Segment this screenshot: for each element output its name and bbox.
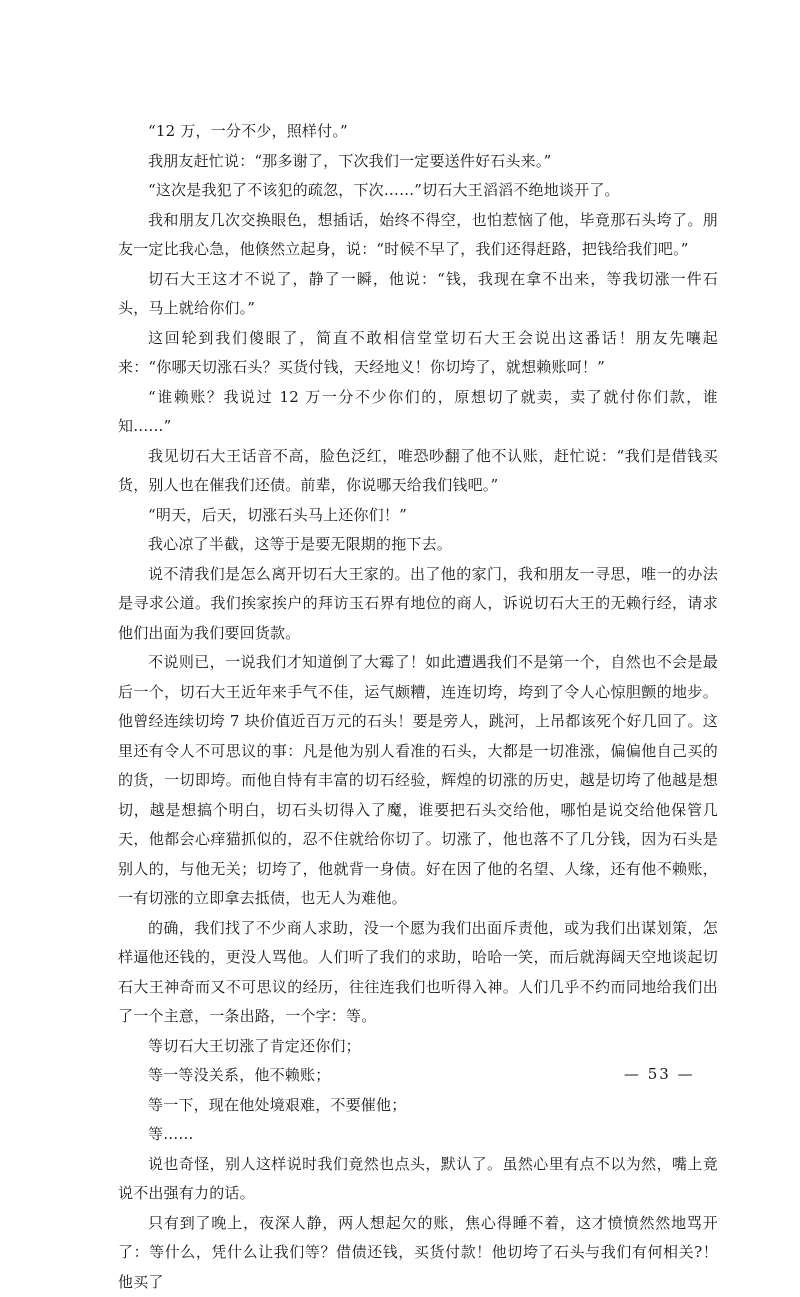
paragraph: 等一下，现在他处境艰难，不要催他； <box>118 1091 718 1121</box>
paragraph: 的确，我们找了不少商人求助，没一个愿为我们出面斥责他，或为我们出谋划策，怎样逼他还钱的，更没人骂他。人们听了我们的求助，哈哈一笑，而后就海阔天空地谈起切石大王神奇而又不可思议的经历，往往连我们也听得入神。人们几乎不约而同地给我们出了一个主意，一条出路，一个字：等。 <box>118 914 718 1032</box>
body-text <box>118 117 718 1297</box>
paragraph: 我心凉了半截，这等于是要无限期的拖下去。 <box>118 530 718 560</box>
page-number: — 53 — <box>624 1065 695 1083</box>
paragraph: “12 万，一分不少，照样付。” <box>118 117 718 147</box>
paragraph: 说不清我们是怎么离开切石大王家的。出了他的家门，我和朋友一寻思，唯一的办法是寻求公道。我们挨家挨户的拜访玉石界有地位的商人，诉说切石大王的无赖行经，请求他们出面为我们要回货款。 <box>118 560 718 649</box>
paragraph: 这回轮到我们傻眼了，简直不敢相信堂堂切石大王会说出这番话！朋友先嚷起来：“你哪天切涨石头？买货付钱，天经地义！你切垮了，就想赖账呵！” <box>118 324 718 383</box>
paragraph: 等一等没关系，他不赖账； <box>118 1061 718 1091</box>
paragraph: 等…… <box>118 1120 718 1150</box>
paragraph: 不说则已，一说我们才知道倒了大霉了！如此遭遇我们不是第一个，自然也不会是最后一个，切石大王近年来手气不佳，运气颇糟，连连切垮，垮到了令人心惊胆颤的地步。他曾经连续切垮 7 块价值近百万元的石头！要是旁人，跳河，上吊都该死个好几回了。这里还有令人不可思议的事：凡是他为别人看准的石头，大都是一切准涨，偏偏他自己买的的货，一切即垮。而他自恃有丰富的切石经验，辉煌的切涨的历史，越是切垮了他越是想切，越是想搞个明白，切石头切得入了魔，谁要把石头交给他，哪怕是说交给他保管几天，他都会心痒猫抓似的，忍不住就给你切了。切涨了，他也落不了几分钱，因为石头是别人的，与他无关；切垮了，他就背一身债。好在因了他的名望、人缘，还有他不赖账，一有切涨的立即拿去抵债，也无人为难他。 <box>118 648 718 914</box>
paragraph: “谁赖账？我说过 12 万一分不少你们的，原想切了就卖，卖了就付你们款，谁知……” <box>118 383 718 442</box>
paragraph: 等切石大王切涨了肯定还你们； <box>118 1032 718 1062</box>
paragraph: 只有到了晚上，夜深人静，两人想起欠的账，焦心得睡不着，这才愤愤然然地骂开了：等什么，凭什么让我们等？借债还钱，买货付款！他切垮了石头与我们有何相关?！他买了 <box>118 1209 718 1297</box>
paragraph: 切石大王这才不说了，静了一瞬，他说：“钱，我现在拿不出来，等我切涨一件石头，马上就给你们。” <box>118 265 718 324</box>
paragraph: “这次是我犯了不该犯的疏忽，下次……”切石大王滔滔不绝地谈开了。 <box>118 176 718 206</box>
paragraph: 我和朋友几次交换眼色，想插话，始终不得空，也怕惹恼了他，毕竟那石头垮了。朋友一定比我心急，他倏然立起身，说：“时候不早了，我们还得赶路，把钱给我们吧。” <box>118 206 718 265</box>
paragraph: 说也奇怪，别人这样说时我们竟然也点头，默认了。虽然心里有点不以为然，嘴上竟说不出强有力的话。 <box>118 1150 718 1209</box>
paragraph: 我见切石大王话音不高，脸色泛红，唯恐吵翻了他不认账，赶忙说：“我们是借钱买货，别人也在催我们还债。前辈，你说哪天给我们钱吧。” <box>118 442 718 501</box>
paragraph: 我朋友赶忙说：“那多谢了，下次我们一定要送件好石头来。” <box>118 147 718 177</box>
paragraph: “明天，后天，切涨石头马上还你们！” <box>118 501 718 531</box>
